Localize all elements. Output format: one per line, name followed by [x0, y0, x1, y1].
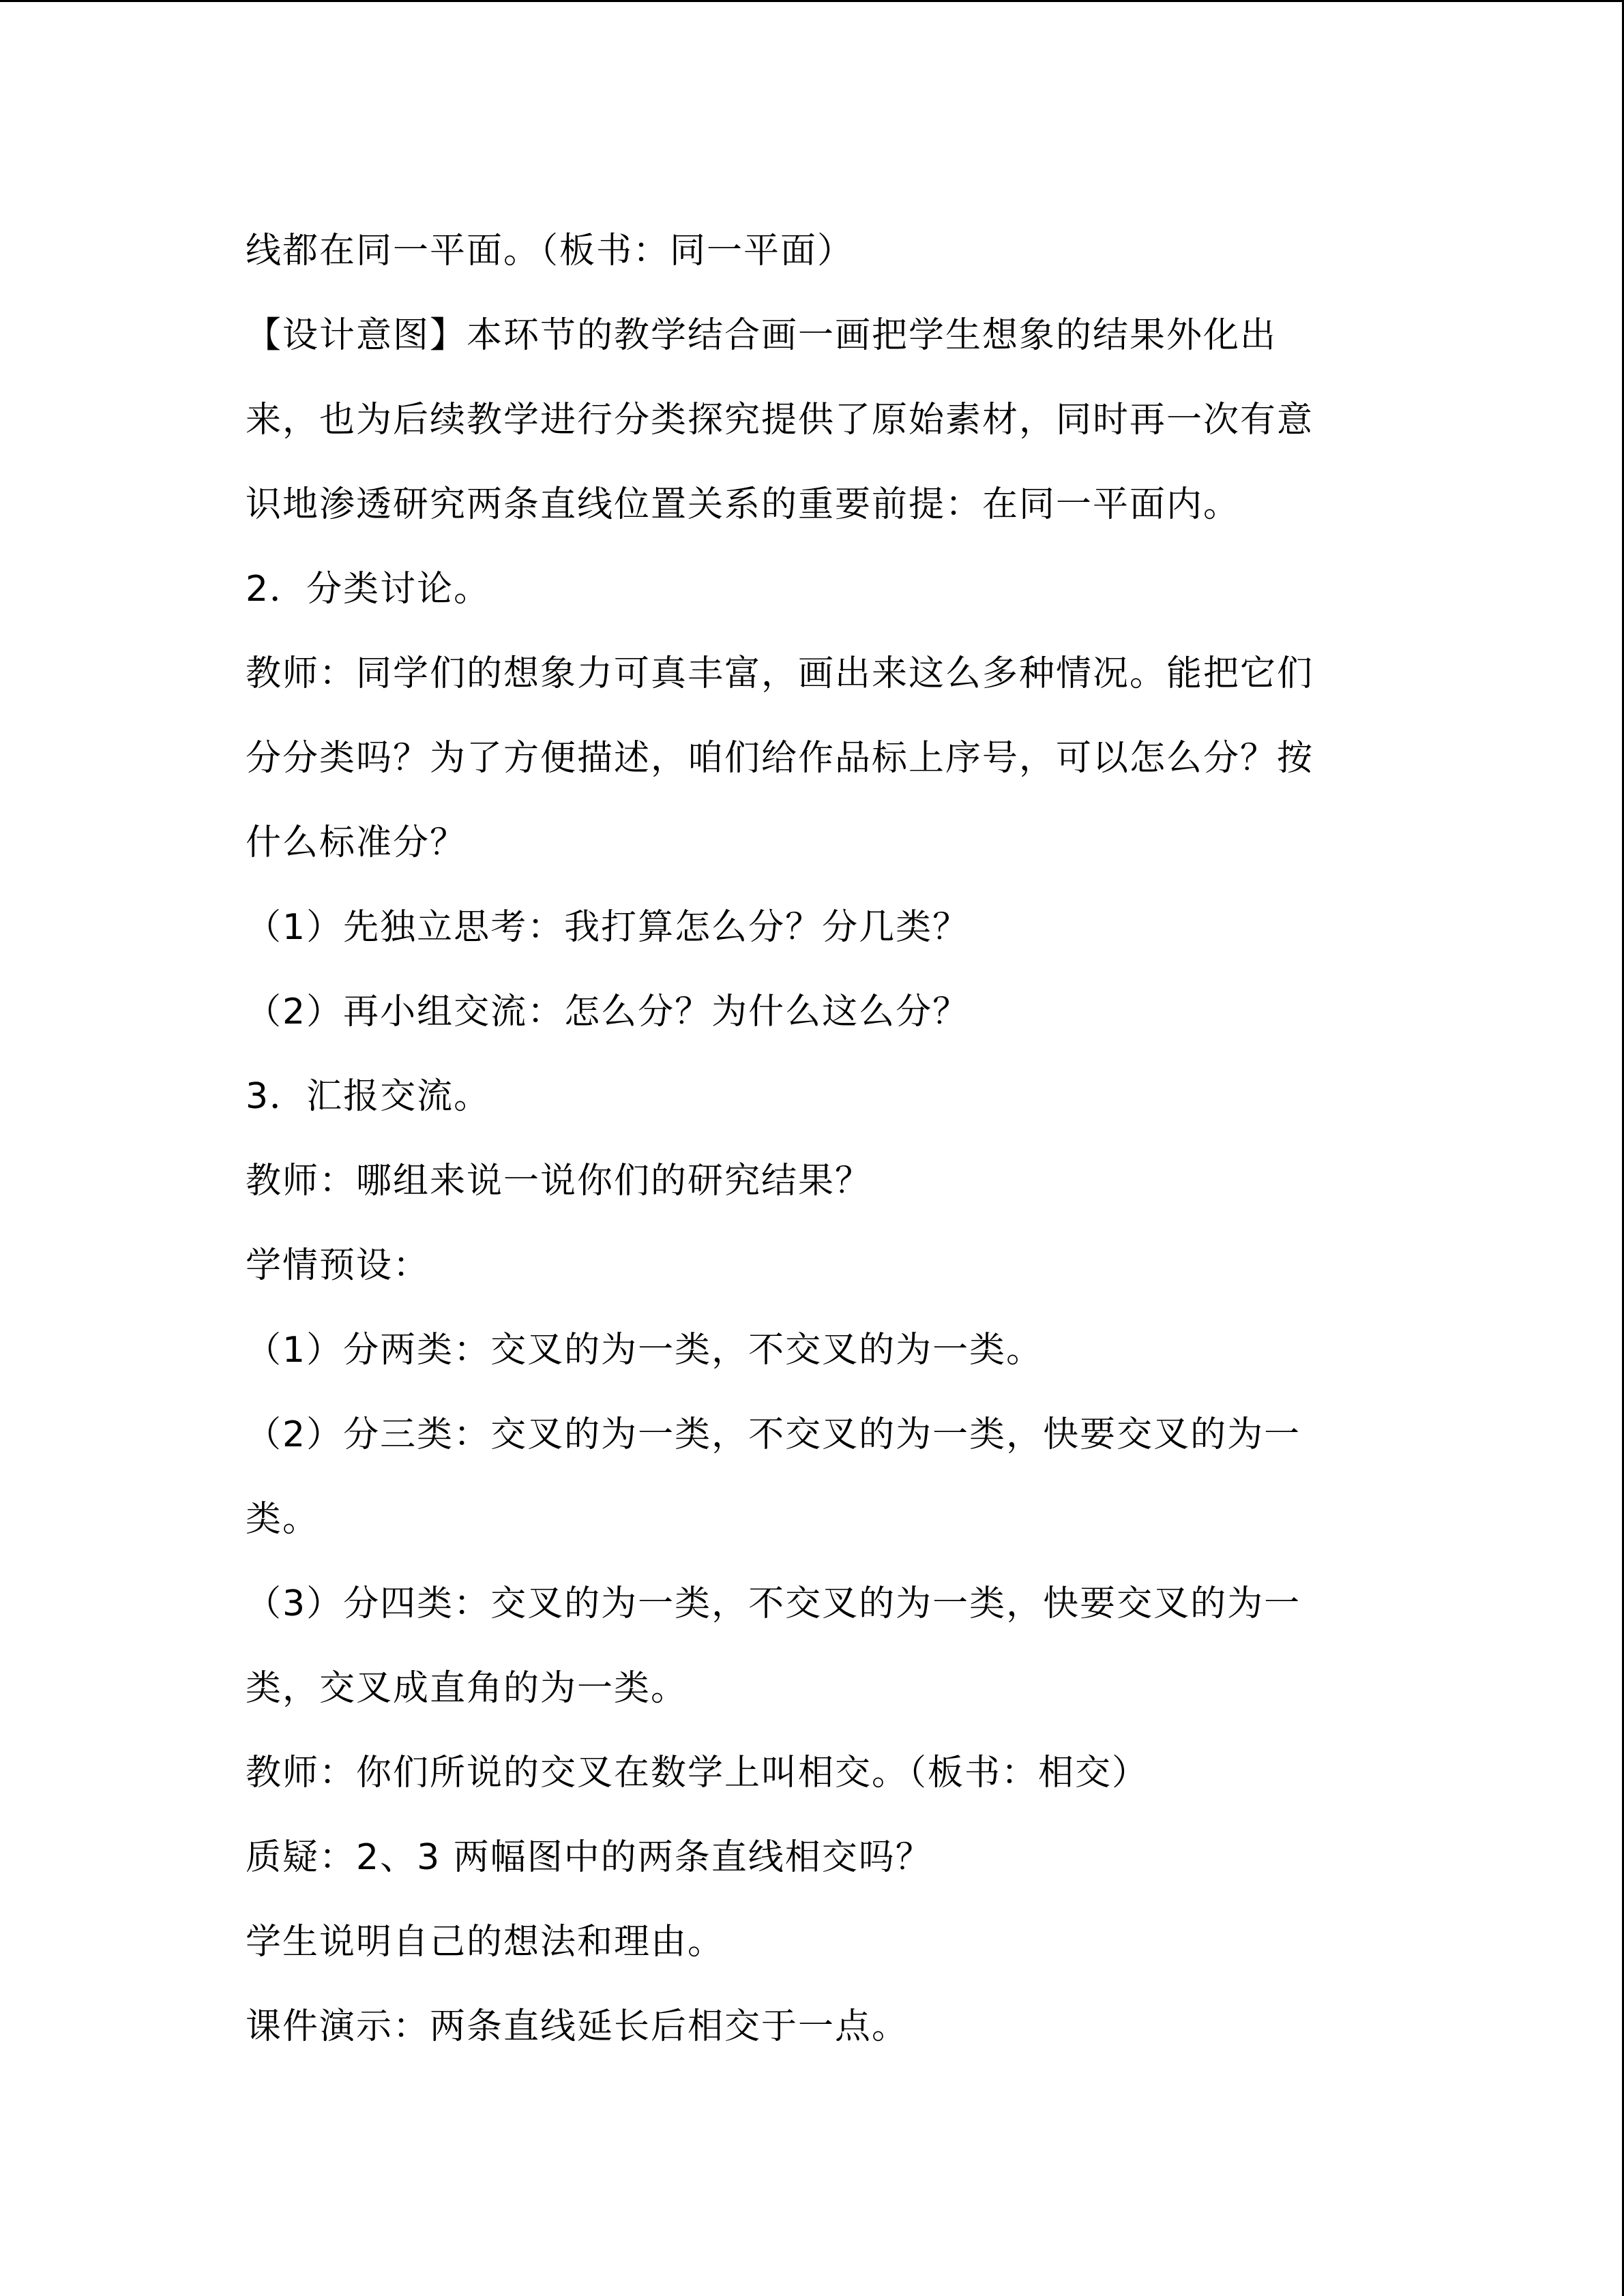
text-line: 课件演示：两条直线延长后相交于一点。	[246, 2006, 909, 2047]
text-line: 分分类吗？为了方便描述，咱们给作品标上序号，可以怎么分？按	[246, 738, 1314, 779]
list-item: （3）分四类：交叉的为一类，不交叉的为一类，快要交叉的为一	[246, 1583, 1301, 1624]
text-line: 来，也为后续教学进行分类探究提供了原始素材，同时再一次有意	[246, 400, 1314, 441]
text-line: 类。	[246, 1499, 320, 1540]
text-line: 【设计意图】本环节的教学结合画一画把学生想象的结果外化出	[246, 315, 1278, 356]
list-item: （2）分三类：交叉的为一类，不交叉的为一类，快要交叉的为一	[246, 1414, 1301, 1455]
document-body	[246, 209, 1364, 2069]
section-heading: 2．分类讨论。	[246, 569, 491, 610]
text-line: 类，交叉成直角的为一类。	[246, 1668, 688, 1709]
list-item: （1）先独立思考：我打算怎么分？分几类？	[246, 907, 970, 948]
list-item: （1）分两类：交叉的为一类，不交叉的为一类。	[246, 1330, 1044, 1371]
text-line: 识地渗透研究两条直线位置关系的重要前提：在同一平面内。	[246, 484, 1241, 525]
text-line: 质疑：2、3 两幅图中的两条直线相交吗？	[246, 1837, 932, 1878]
text-line: 教师：哪组来说一说你们的研究结果？	[246, 1161, 872, 1202]
text-line: 什么标准分？	[246, 822, 467, 863]
text-line: 学生说明自己的想法和理由。	[246, 1922, 725, 1963]
text-line: 学情预设：	[246, 1245, 430, 1286]
text-line: 教师：同学们的想象力可真丰富，画出来这么多种情况。能把它们	[246, 653, 1314, 694]
text-line: 教师：你们所说的交叉在数学上叫相交。（板书：相交）	[246, 1753, 1149, 1793]
list-item: （2）再小组交流：怎么分？为什么这么分？	[246, 992, 970, 1032]
text-line: 线都在同一平面。（板书：同一平面）	[246, 230, 855, 271]
section-heading: 3．汇报交流。	[246, 1076, 491, 1117]
